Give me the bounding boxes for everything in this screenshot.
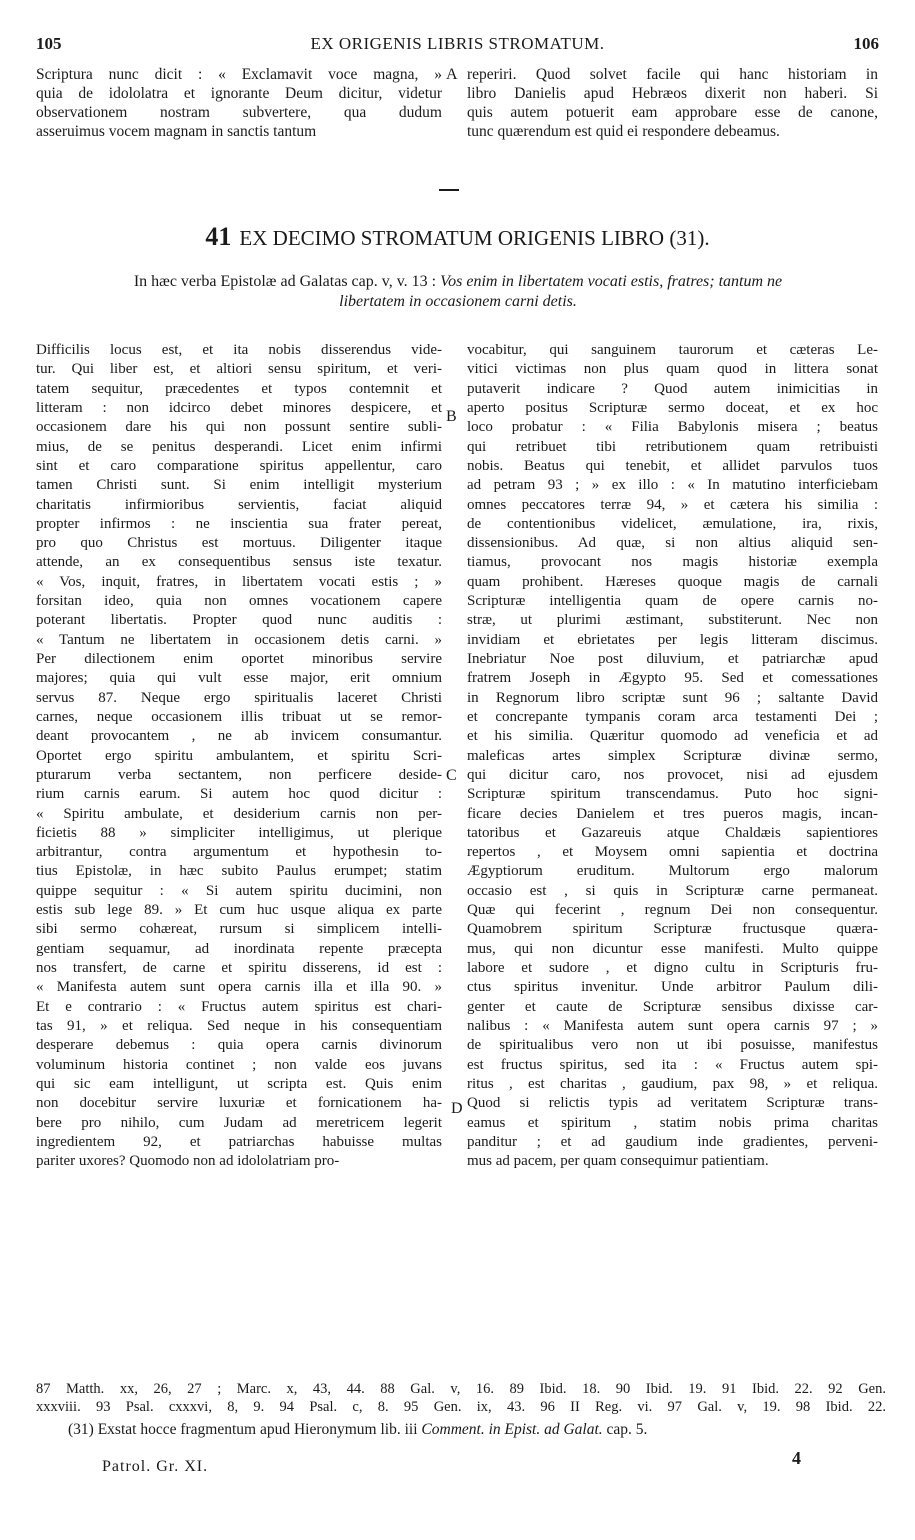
patrologia-footer: Patrol. Gr. XI.	[102, 1458, 209, 1475]
text-line: « Spiritu ambulate, et desiderium carnis non per-	[36, 805, 442, 822]
text-line: litteram : non idcirco debet minores despicere, et	[36, 399, 442, 416]
text-line: sint et caro comparatione spiritus appellentur, caro	[36, 457, 442, 474]
text-line: ritus , est charitas , gaudium, pax 98, » et reliqua.	[467, 1075, 878, 1092]
text-line: Quod si relictis typis ad veritatem Scripturæ trans-	[467, 1095, 878, 1112]
text-line: estis sub lege 89. » Et cum huc usque aliqua ex parte	[36, 902, 442, 919]
text-line: tius Epistolæ, in hæc subito Paulus erumpet; statim	[36, 863, 442, 880]
text-line: tas 91, » et reliqua. Sed neque in his consequentiam	[36, 1017, 442, 1034]
text-line: nalibus : « Manifesta autem sunt opera carnis 97 ; »	[467, 1017, 878, 1034]
top-right-column	[467, 66, 878, 141]
text-line: eamus et spiritum , statim nobis prima charitas	[467, 1114, 878, 1131]
text-line: fratrem Joseph in Ægypto 95. Sed et comessationes	[467, 670, 878, 687]
text-line: Oportet ergo spiritu ambulantem, et spiritu Scri-	[36, 747, 442, 764]
text-line: occasio est , si quis in Scripturæ carne permaneat.	[467, 882, 878, 899]
text-line: tur. Qui liber est, et altiori sensu spiritum, et veri-	[36, 361, 442, 378]
text-line: quam prohibent. Hæreses quoque magis de carnali	[467, 573, 878, 590]
running-header	[36, 34, 879, 56]
margin-letter-d: D	[451, 1100, 463, 1117]
margin-letter-c: C	[446, 767, 457, 784]
text-line: Per dilectionem enim oportet minoribus servire	[36, 651, 442, 667]
editor-note-end: cap. 5.	[606, 1421, 648, 1438]
section-separator	[439, 189, 459, 191]
text-line: qui dicitur caro, nos provocet, nisi ad ejusdem	[467, 766, 878, 783]
text-line: quia de idololatra et ignorante Deum dicitur, videtur	[36, 84, 442, 102]
text-line: genter et caute de Scripturæ sensibus dixisse car-	[467, 998, 878, 1015]
text-line: bere pro nihilo, cum Judam ad meretricem legerit	[36, 1114, 442, 1131]
text-line: reperiri. Quod solvet facile qui hanc historiam in	[467, 66, 878, 83]
text-line: charitatis infirmioribus servientis, faciat aliquid	[36, 496, 442, 513]
text-line: forsitan ideo, quia non omnes vocationem capere	[36, 593, 442, 610]
text-line: Scriptura nunc dicit : « Exclamavit voce magna, »	[36, 66, 442, 83]
editor-note-text: (31) Exstat hocce fragmentum apud Hieronymum lib. iii	[68, 1421, 418, 1438]
intro-italic-2: libertatem in occasionem carni detis.	[339, 293, 577, 310]
main-right-column	[467, 341, 878, 1171]
text-line: attende, an ex consequentibus sensus iste texatur.	[36, 554, 442, 571]
text-line: quis autem potuerit eam approbare esse de canone,	[467, 103, 878, 121]
text-line: maleficas artes simplex Scripturæ divinæ sermo,	[467, 747, 878, 764]
text-line: nos transfert, de carne et spiritu disserens, id est :	[36, 960, 442, 976]
text-line: vocabitur, qui sanguinem taurorum et cæteras Le-	[467, 342, 878, 358]
text-line: tiamus, provocant nos magis historiæ exempla	[467, 554, 878, 571]
text-line: et his similia. Quæritur quomodo ad veneficia et ad	[467, 728, 878, 745]
text-line: propter infirmos : ne inscientia sua frater pereat,	[36, 515, 442, 532]
text-line: labore et sudore , et digno cultu in Scripturis fru-	[467, 960, 878, 976]
text-line: pro quo Christus est mortuus. Diligenter itaque	[36, 535, 442, 552]
text-line: invidiam et ebrietates per legis litteram discimus.	[467, 631, 878, 648]
text-line: tamen Christi sunt. Si enim intelligit mysterium	[36, 477, 442, 494]
footnote-line: xxxviii. 93 Psal. cxxxvi, 8, 9. 94 Psal. c, 8. 95 Gen. ix, 43. 96 II Reg. vi. 97 Gal. v, 19. 98 Ibid. 22.	[36, 1399, 886, 1415]
section-heading	[0, 222, 915, 252]
text-line: mus, qui non dicuntur esse manifesti. Multo quippe	[467, 940, 878, 957]
text-line: repertos , et Moysem omni sapientia et doctrina	[467, 844, 878, 861]
text-line: voluminum historia continet ; non valde eos juvans	[36, 1056, 442, 1073]
text-line: ctus spiritus invenitur. Unde arbitror Paulum dili-	[467, 979, 878, 996]
text-line: ad petram 93 ; » ex illo : « In matutino interficiebam	[467, 477, 878, 494]
text-line: poterant libertatis. Propter quod nunc auditis :	[36, 612, 442, 629]
text-line: in Regnorum libro scriptæ sunt 96 ; saltante David	[467, 689, 878, 706]
text-line: tatoribus et Gazareuis atque Chaldæis sapientiores	[467, 824, 878, 841]
text-line: Quæ qui fecerint , regnum Dei non consequentur.	[467, 902, 878, 919]
text-line: desperare debemus : quia opera carnis divinorum	[36, 1037, 442, 1054]
text-line: pturarum verba sectantem, non perficere deside-	[36, 766, 442, 783]
section-title: EX DECIMO STROMATUM ORIGENIS LIBRO (31).	[239, 226, 710, 250]
text-line: tatem sequitur, præcedentes et typos contemnit et	[36, 380, 442, 397]
intro-plain: In hæc verba Epistolæ ad Galatas cap. v, v. 13 :	[133, 273, 437, 290]
text-line: rium carnis earum. Si autem hoc quod dicitur :	[36, 786, 442, 803]
text-line: putaverit indicare ? Quod autem inimicitias in	[467, 380, 878, 397]
page-number-left: 105	[36, 34, 62, 53]
text-line: gentiam sequamur, ad inordinata repente præcepta	[36, 940, 442, 957]
text-line: stræ, ut plurimi æstimant, substiterunt. Nec non	[467, 612, 878, 629]
text-line: Difficilis locus est, et ita nobis disserendus vide-	[36, 342, 442, 358]
text-line: occasionem dare his qui non possunt sentire subli-	[36, 419, 442, 436]
text-line: ingredientem 92, et patriarchas habuisse multas	[36, 1133, 442, 1150]
footnotes	[36, 1380, 886, 1416]
text-line: et concrepante tympanis coram arca testamenti Dei ;	[467, 708, 878, 725]
margin-letter-a: A	[446, 66, 458, 83]
text-line: omnes peccatores terræ 94, » et cætera his similia :	[467, 496, 878, 513]
text-line: carnes, neque occasionem illis tribuat ut se remor-	[36, 708, 442, 725]
text-line: tunc quærendum est quid ei respondere debeamus.	[467, 122, 780, 140]
text-line: de contentionibus videlicet, æmulatione, ira, rixis,	[467, 515, 878, 532]
text-line: ficare decies Danielem et tres pueros magis, incan-	[467, 805, 878, 822]
text-line: Et e contrario : « Fructus autem spiritus est chari-	[36, 998, 442, 1015]
footnote-line: 87 Matth. xx, 26, 27 ; Marc. x, 43, 44. 88 Gal. v, 16. 89 Ibid. 18. 90 Ibid. 19. 91 Ibid. 22. 92 Gen.	[36, 1381, 886, 1397]
text-line: sibi sermo cohæreat, rursum si simplicem intelli-	[36, 921, 442, 938]
editor-note-work: Comment. in Epist. ad Galat.	[421, 1421, 603, 1438]
margin-letter-b: B	[446, 408, 457, 425]
main-left-column	[36, 341, 442, 1171]
text-line: vitici victimas non plus quam quod in littera sonat	[467, 361, 878, 378]
text-line: loco probatur : « Filia Babylonis misera ; beatus	[467, 419, 878, 436]
text-line: quippe sequitur : « Si autem spiritu ducimini, non	[36, 882, 442, 899]
text-line: mus ad pacem, per quam consequimur patientiam.	[467, 1153, 769, 1170]
text-line: « Tantum ne libertatem in occasionem detis carni. »	[36, 631, 442, 648]
intro-italic-1: Vos enim in libertatem vocati estis, fratres; tantum ne	[440, 273, 783, 290]
text-line: Inebriatur Noe post diluvium, et patriarchæ apud	[467, 651, 878, 667]
text-line: asseruimus vocem magnam in sanctis tantum	[36, 122, 317, 140]
text-line: observationem nostram subvertere, qua dudum	[36, 103, 442, 121]
text-line: nobis. Beatus qui tenebit, et allidet parvulos tuos	[467, 457, 878, 474]
text-line: « Vos, inquit, fratres, in libertatem vocati estis ; »	[36, 573, 442, 590]
signature-mark: 4	[792, 1448, 801, 1468]
text-line: pariter uxores? Quomodo non ad idololatriam pro-	[36, 1153, 340, 1170]
text-line: libro Danielis apud Hebræos dixerit non haberi. Si	[467, 84, 878, 102]
text-line: ficietis 88 » simpliciter intelligimus, ut plerique	[36, 824, 442, 841]
text-line: dissensionibus. Ad quæ, si non altius aliquid sen-	[467, 535, 878, 552]
text-line: deant provocantem , ne ab invicem consumantur.	[36, 728, 442, 745]
editor-note	[68, 1421, 647, 1439]
page-number-right: 106	[853, 34, 879, 53]
text-line: aperto positus Scripturæ sermo doceat, et ex hoc	[467, 399, 878, 416]
section-number: 41	[205, 222, 232, 251]
text-line: qui sic eam intelligunt, ut scripta est. Quis enim	[36, 1075, 442, 1092]
text-line: arbitrantur, contra argumentum et hypothesin to-	[36, 844, 442, 861]
text-line: de spiritualibus vero non ut ibi posuisse, manifestus	[467, 1037, 878, 1054]
text-line: majores; quia qui vult esse major, erit omnium	[36, 670, 442, 687]
text-line: Quamobrem spiritum Scripturæ fructusque quæra-	[467, 921, 878, 938]
text-line: panditur ; et ad gaudium inde gradientes, perveni-	[467, 1133, 878, 1150]
text-line: Scripturæ spiritum transcendamus. Puto hoc signi-	[467, 786, 878, 803]
text-line: servus 87. Neque ergo spiritualis laceret Christi	[36, 689, 442, 706]
text-line: mius, de se penitus desperandi. Licet enim infirmi	[36, 438, 442, 455]
section-intro	[58, 272, 858, 312]
text-line: Ægyptiorum eruditum. Multorum ergo malorum	[467, 863, 878, 880]
running-title: EX ORIGENIS LIBRIS STROMATUM.	[310, 34, 605, 53]
text-line: Scripturæ intelligentia quam de opere carnis no-	[467, 593, 878, 610]
text-line: est fructus spiritus, sed ita : « Fructus autem spi-	[467, 1056, 878, 1073]
top-left-column	[36, 66, 442, 141]
text-line: qui retribuet tibi retributionem quam retribuisti	[467, 438, 878, 455]
text-line: non docebitur servire luxuriæ et fornicationem ha-	[36, 1095, 442, 1112]
text-line: « Manifesta autem sunt opera carnis illa et illa 90. »	[36, 979, 442, 996]
